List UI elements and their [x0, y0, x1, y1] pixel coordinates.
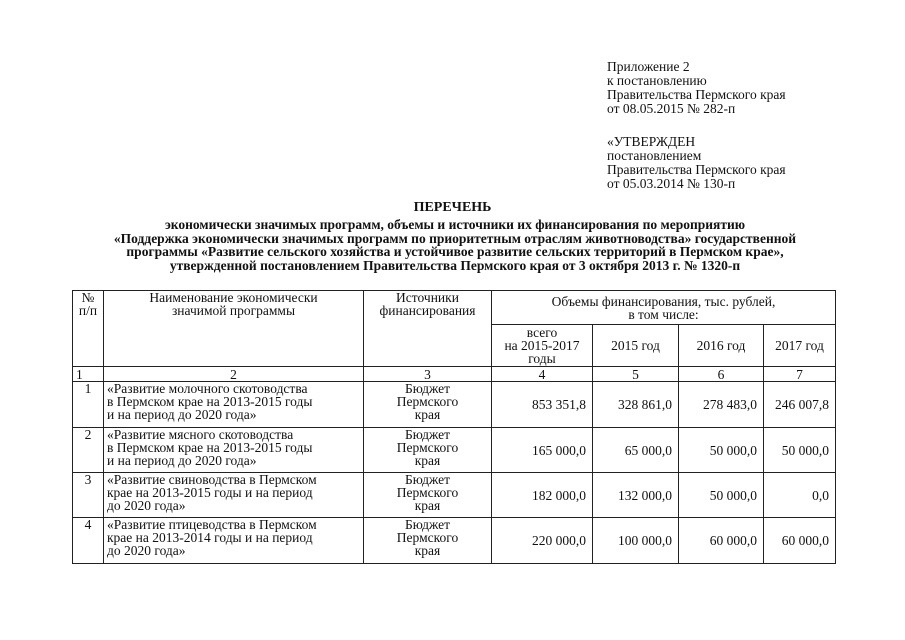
funding-source: Бюджет Пермского края: [364, 473, 492, 518]
header-year-2017: 2017 год: [764, 325, 836, 367]
column-index-row: [73, 367, 836, 382]
approval-line: Правительства Пермского края: [607, 162, 786, 177]
total-value: 853 351,8: [492, 382, 593, 428]
header-num: № п/п: [73, 291, 104, 367]
column-index: 3: [364, 367, 492, 382]
annex-line: к постановлению: [607, 73, 707, 88]
value-2015: 100 000,0: [593, 518, 679, 564]
total-value: 220 000,0: [492, 518, 593, 564]
column-index: 5: [593, 367, 679, 382]
table-row: [73, 473, 836, 518]
value-2016: 50 000,0: [679, 428, 764, 473]
header-total: всего на 2015-2017 годы: [492, 325, 593, 367]
column-index: 6: [679, 367, 764, 382]
document-subtitle: [60, 218, 850, 272]
total-value: 182 000,0: [492, 473, 593, 518]
value-2016: 278 483,0: [679, 382, 764, 428]
value-2017: 0,0: [764, 473, 836, 518]
value-2017: 60 000,0: [764, 518, 836, 564]
column-index: 2: [104, 367, 364, 382]
column-index: 1: [73, 367, 104, 382]
value-2015: 328 861,0: [593, 382, 679, 428]
row-number: 3: [73, 473, 104, 518]
table-row: [73, 382, 836, 428]
funding-source: Бюджет Пермского края: [364, 518, 492, 564]
subtitle-line: «Поддержка экономически значимых программ по приоритетным отраслям животноводства» государственной: [113, 230, 797, 246]
program-name: «Развитие свиноводства в Пермском крае на 2013-2015 годы и на период до 2020 года»: [104, 473, 364, 518]
header-funding-volumes: Объемы финансирования, тыс. рублей, в том числе:: [492, 291, 836, 325]
approval-block: [607, 135, 786, 191]
funding-source: Бюджет Пермского края: [364, 382, 492, 428]
value-2017: 50 000,0: [764, 428, 836, 473]
header-year-2016: 2016 год: [679, 325, 764, 367]
annex-line: Приложение 2: [607, 59, 690, 74]
row-number: 4: [73, 518, 104, 564]
programs-table: [72, 290, 836, 564]
value-2017: 246 007,8: [764, 382, 836, 428]
subtitle-line: экономически значимых программ, объемы и источники их финансирования по мероприятию: [164, 217, 746, 232]
approval-line: «УТВЕРЖДЕН: [607, 134, 696, 149]
annex-line: Правительства Пермского края: [607, 87, 786, 102]
value-2016: 60 000,0: [679, 518, 764, 564]
subtitle-line: программы «Развитие сельского хозяйства и устойчивое развитие сельских территорий в Пермском крае»,: [126, 244, 784, 259]
value-2016: 50 000,0: [679, 473, 764, 518]
approval-line: постановлением: [607, 148, 702, 163]
row-number: 2: [73, 428, 104, 473]
approval-line: от 05.03.2014 № 130-п: [607, 176, 736, 191]
header-program-name: Наименование экономически значимой программы: [104, 291, 364, 367]
total-value: 165 000,0: [492, 428, 593, 473]
program-name: «Развитие птицеводства в Пермском крае на 2013-2014 годы и на период до 2020 года»: [104, 518, 364, 564]
row-number: 1: [73, 382, 104, 428]
document-title: ПЕРЕЧЕНЬ: [413, 200, 492, 215]
column-index: 4: [492, 367, 593, 382]
column-index: 7: [764, 367, 836, 382]
header-funding-source: Источники финансирования: [364, 291, 492, 367]
program-name: «Развитие молочного скотоводства в Пермском крае на 2013-2015 годы и на период до 2020 года»: [104, 382, 364, 428]
value-2015: 65 000,0: [593, 428, 679, 473]
header-year-2015: 2015 год: [593, 325, 679, 367]
annex-line: от 08.05.2015 № 282-п: [607, 101, 736, 116]
subtitle-line: утвержденной постановлением Правительства Пермского края от 3 октября 2013 г. № 1320-п: [169, 257, 741, 273]
table-row: [73, 428, 836, 473]
value-2015: 132 000,0: [593, 473, 679, 518]
funding-source: Бюджет Пермского края: [364, 428, 492, 473]
program-name: «Развитие мясного скотоводства в Пермском крае на 2013-2015 годы и на период до 2020 года»: [104, 428, 364, 473]
table-row: [73, 518, 836, 564]
annex-block: [607, 60, 786, 116]
